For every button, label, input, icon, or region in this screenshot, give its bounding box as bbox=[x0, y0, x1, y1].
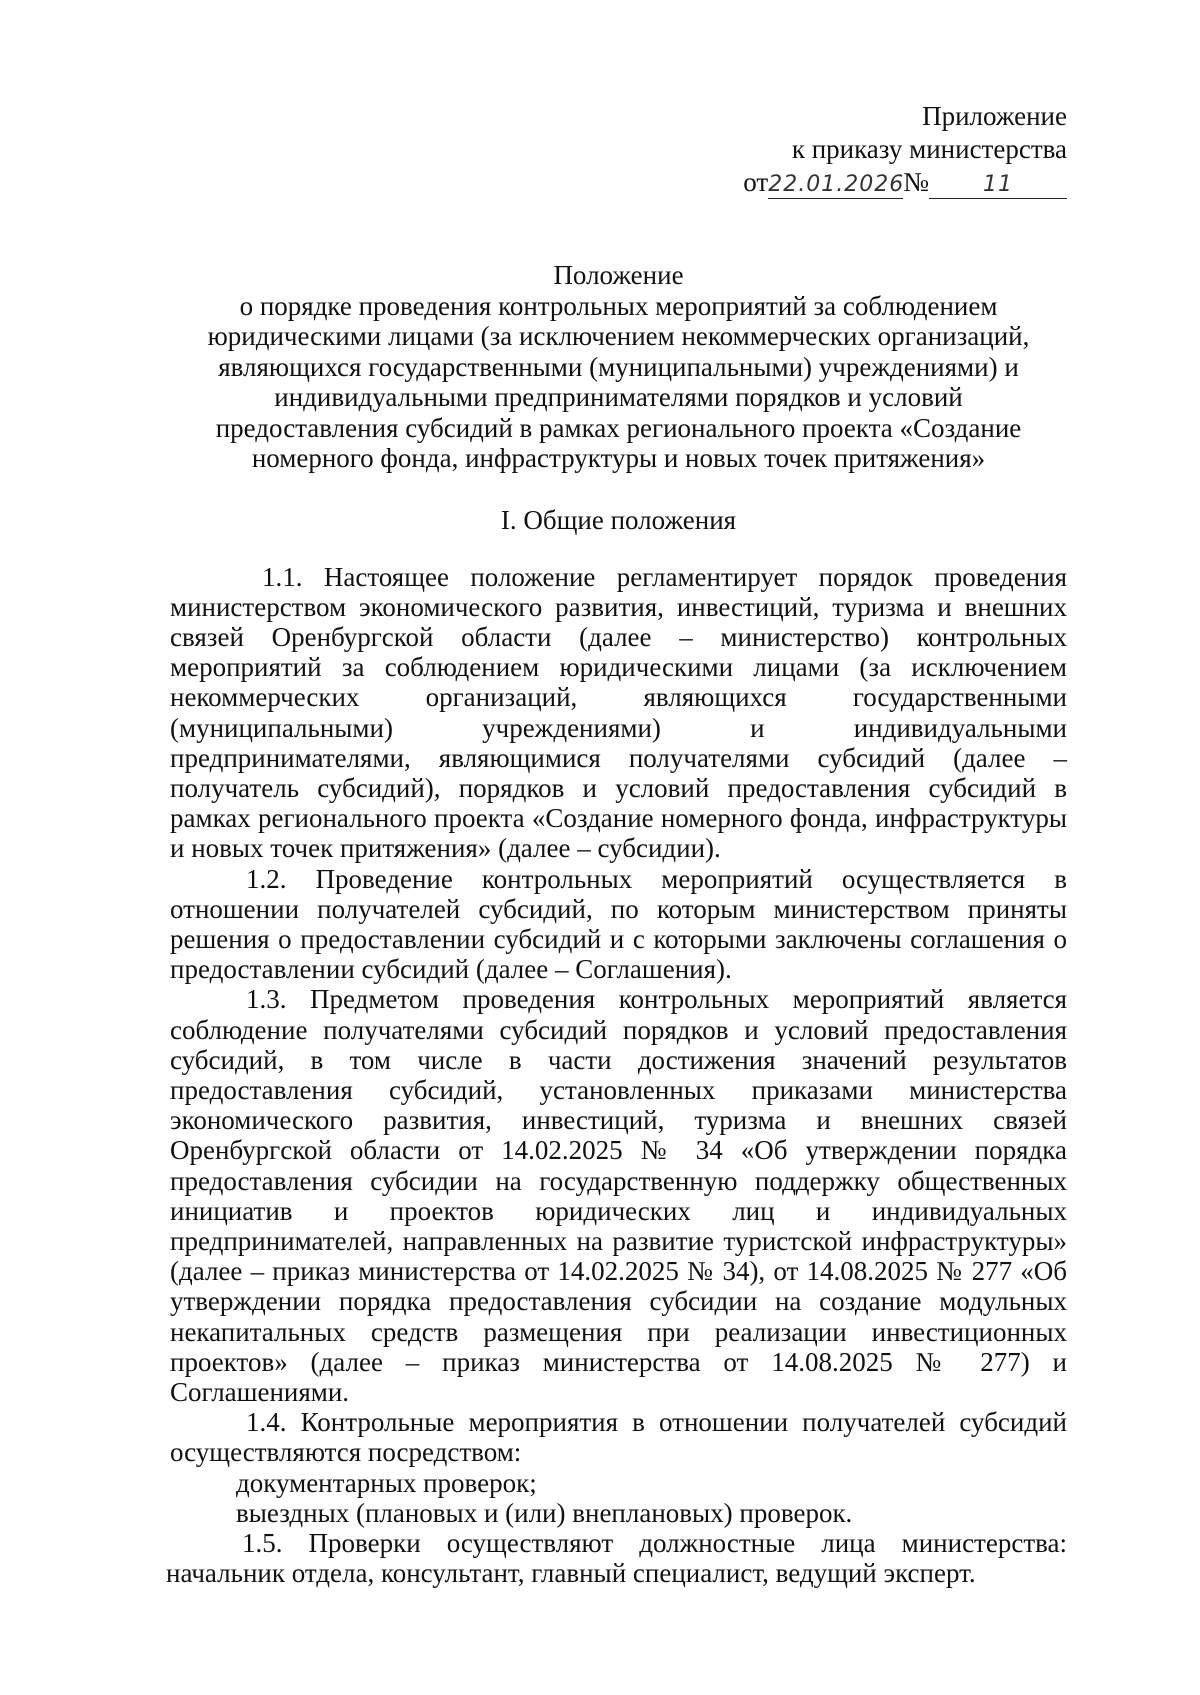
date-prefix: от bbox=[743, 167, 769, 197]
annex-block bbox=[170, 100, 1067, 199]
number-sign: № bbox=[903, 167, 929, 197]
handwritten-number: 11 bbox=[983, 172, 1013, 197]
annex-date-number-line bbox=[170, 166, 1067, 199]
title-line: индивидуальными предпринимателями порядков и условий bbox=[274, 382, 963, 412]
title-line: являющихся государственными (муниципальными) учреждениями) и bbox=[218, 351, 1019, 382]
paragraph-1-3: 1.3. Предметом проведения контрольных мероприятий является соблюдение получателями субсидий порядков и условий предоставления субсидий, в том числе в части достижения значений результатов предоставления субсидий, установленных приказами министерства экономического развития, инвестиций, туризма и внешних связей Оренбургской области от 14.02.2025 № 34 «Об утверждении порядка предоставления субсидии на государственную поддержку общественных инициатив и проектов юридических лиц и индивидуальных предпринимателей, направленных на развитие туристской инфраструктуры» (далее – приказ министерства от 14.02.2025 № 34), от 14.08.2025 № 277 «Об утверждении порядка предоставления субсидии на создание модульных некапитальных средств размещения при реализации инвестиционных проектов» (далее – приказ министерства от 14.08.2025 № 277) и Соглашениями. bbox=[170, 984, 1067, 1407]
number-field bbox=[929, 169, 1067, 199]
list-item-field-checks: выездных (плановых и (или) внеплановых) проверок. bbox=[236, 1497, 853, 1528]
document-title bbox=[170, 260, 1067, 474]
date-field bbox=[768, 169, 903, 199]
annex-title: Приложение bbox=[922, 101, 1067, 131]
paragraph-1-2: 1.2. Проведение контрольных мероприятий осуществляется в отношении получателей субсидий, по которым министерством приняты решения о предоставлении субсидий и с которыми заключены соглашения о предоставлении субсидий (далее – Соглашения). bbox=[170, 863, 1067, 985]
paragraph-1-1: 1.1. Настоящее положение регламентирует порядок проведения министерством экономического развития, инвестиций, туризма и внешних связей Оренбургской области (далее – министерство) контрольных мероприятий за соблюдением юридическими лицами (за исключением некоммерческих организаций, являющихся государственными (муниципальными) учреждениями) и индивидуальными предпринимателями, являющимися получателями субсидий (далее – получатель субсидий), порядков и условий предоставления субсидий в рамках регионального проекта «Создание номерного фонда, инфраструктуры и новых точек притяжения» (далее – субсидии). bbox=[170, 561, 1067, 864]
handwritten-date: 22.01.2026 bbox=[768, 172, 905, 197]
title-line: о порядке проведения контрольных мероприятий за соблюдением bbox=[239, 290, 998, 321]
title-line: Положение bbox=[553, 260, 684, 290]
title-line: номерного фонда, инфраструктуры и новых точек притяжения» bbox=[251, 443, 986, 473]
list-item-documentary-checks: документарных проверок; bbox=[236, 1467, 537, 1498]
paragraph-1-5: 1.5. Проверки осуществляют должностные лица министерства: начальник отдела, консультант, главный специалист, ведущий эксперт. bbox=[166, 1528, 1067, 1589]
annex-order-reference: к приказу министерства bbox=[791, 134, 1067, 164]
section-heading: I. Общие положения bbox=[500, 504, 737, 535]
document-body bbox=[166, 561, 1067, 1589]
title-line: юридическими лицами (за исключением некоммерческих организаций, bbox=[207, 321, 1030, 351]
title-line: предоставления субсидий в рамках регионального проекта «Создание bbox=[215, 412, 1022, 443]
paragraph-1-4: 1.4. Контрольные мероприятия в отношении получателей субсидий осуществляются посредством: bbox=[170, 1407, 1067, 1468]
